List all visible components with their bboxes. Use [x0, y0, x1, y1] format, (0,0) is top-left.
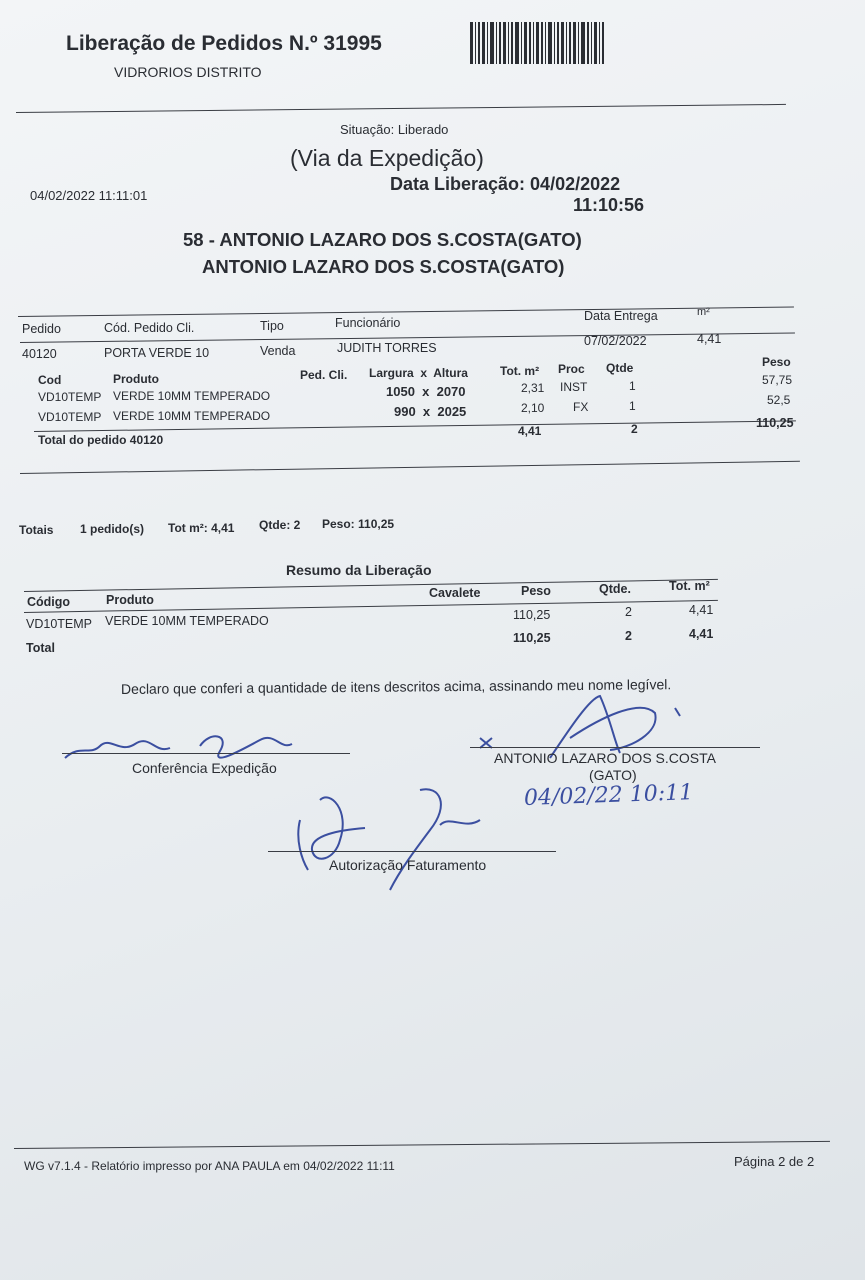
summary-total-tot-m2: 4,41	[689, 627, 714, 641]
col-label-cod-cli: Cód. Pedido Cli.	[104, 321, 195, 335]
company-name: VIDRORIOS DISTRITO	[114, 64, 262, 80]
row-tot-m2: 2,31	[521, 381, 545, 395]
summary-total-label: Total	[26, 641, 55, 655]
header-divider	[16, 104, 786, 113]
col-label-m2: m²	[697, 306, 710, 318]
row-proc: INST	[560, 380, 588, 394]
order-number: 40120	[22, 347, 57, 361]
summary-row-qtde: 2	[625, 605, 632, 619]
col-peso: Peso	[762, 355, 791, 369]
col-largura-altura: Largura x Altura	[369, 366, 468, 380]
row-produto: VERDE 10MM TEMPERADO	[113, 389, 271, 403]
summary-col-codigo: Código	[27, 595, 71, 609]
order-type: Venda	[260, 344, 296, 358]
summary-col-qtde: Qtde.	[599, 582, 631, 596]
release-time: 11:10:56	[573, 195, 645, 215]
totals-peso: Peso: 110,25	[322, 517, 395, 531]
client-signature-name: ANTONIO LAZARO DOS S.COSTA	[494, 750, 716, 766]
col-proc: Proc	[558, 362, 585, 376]
row-tot-m2: 2,10	[521, 401, 545, 415]
order-total-qtde: 2	[631, 422, 638, 436]
billing-signature-line	[268, 851, 556, 852]
row-proc: FX	[573, 400, 589, 414]
summary-row-produto: VERDE 10MM TEMPERADO	[105, 614, 269, 628]
row-qtde: 1	[629, 379, 636, 393]
client-signature-line	[470, 747, 760, 748]
page-number: Página 2 de 2	[734, 1154, 815, 1169]
summary-title: Resumo da Liberação	[286, 562, 432, 578]
conference-signature-line	[62, 753, 350, 754]
row-cod: VD10TEMP	[38, 410, 102, 424]
billing-label: Autorização Faturamento	[329, 857, 487, 873]
summary-row-tot-m2: 4,41	[689, 603, 714, 617]
order-m2: 4,41	[697, 332, 722, 346]
declaration-text: Declaro que conferi a quantidade de itens descritos acima, assinando meu nome legível.	[120, 676, 672, 697]
totals-m2: Tot m²: 4,41	[168, 521, 235, 535]
totals-qtde: Qtde: 2	[259, 518, 301, 532]
summary-col-peso: Peso	[521, 584, 551, 598]
col-label-funcionario: Funcionário	[335, 316, 401, 330]
barcode	[470, 22, 604, 64]
handwritten-date: 04/02/22 10:11	[523, 780, 694, 811]
col-ped-cli: Ped. Cli.	[300, 368, 348, 382]
row-peso: 52,5	[767, 393, 791, 407]
client-signature-nick: (GATO)	[589, 767, 637, 783]
employee-name: JUDITH TORRES	[337, 341, 437, 355]
footer-report: WG v7.1.4 - Relatório impresso por ANA PAULA em 04/02/2022 11:11	[24, 1159, 395, 1173]
row-cod: VD10TEMP	[38, 390, 102, 404]
document-title: Liberação de Pedidos N.º 31995	[66, 32, 382, 55]
col-tot-m2: Tot. m²	[500, 364, 540, 378]
order-total-label: Total do pedido 40120	[38, 433, 164, 447]
status-text: Situação: Liberado	[340, 122, 449, 137]
conference-label: Conferência Expedição	[132, 760, 277, 776]
summary-col-cavalete: Cavalete	[429, 586, 481, 600]
delivery-date: 07/02/2022	[584, 334, 647, 348]
billing-signature-mark	[290, 780, 500, 895]
order-top-divider	[18, 307, 794, 317]
col-label-pedido: Pedido	[22, 322, 61, 336]
copy-label: (Via da Expedição)	[290, 145, 484, 171]
order-total-peso: 110,25	[756, 416, 794, 430]
summary-col-produto: Produto	[106, 593, 154, 607]
order-total-m2: 4,41	[518, 424, 542, 438]
col-label-data-entrega: Data Entrega	[584, 309, 658, 323]
summary-row-peso: 110,25	[513, 608, 551, 622]
printed-timestamp: 04/02/2022 11:11:01	[30, 188, 148, 203]
totals-label: Totais	[19, 523, 54, 537]
col-label-tipo: Tipo	[260, 319, 284, 333]
summary-row-codigo: VD10TEMP	[26, 617, 92, 631]
row-dims: 990 x 2025	[394, 404, 467, 419]
row-produto: VERDE 10MM TEMPERADO	[113, 409, 271, 423]
row-dims: 1050 x 2070	[386, 384, 466, 399]
col-qtde: Qtde	[606, 361, 634, 375]
summary-total-peso: 110,25	[513, 631, 551, 645]
col-cod: Cod	[38, 373, 62, 387]
client-order-code: PORTA VERDE 10	[104, 346, 210, 360]
summary-col-tot-m2: Tot. m²	[669, 579, 710, 593]
release-date: Data Liberação: 04/02/2022	[390, 174, 621, 194]
client-code-name: 58 - ANTONIO LAZARO DOS S.COSTA(GATO)	[183, 229, 582, 250]
col-produto: Produto	[113, 372, 159, 386]
summary-total-qtde: 2	[625, 629, 632, 643]
footer-divider	[14, 1141, 830, 1149]
row-qtde: 1	[629, 399, 636, 413]
row-peso: 57,75	[762, 373, 793, 387]
client-name: ANTONIO LAZARO DOS S.COSTA(GATO)	[202, 256, 565, 277]
totals-orders: 1 pedido(s)	[80, 522, 145, 536]
items-bottom-divider	[20, 461, 800, 474]
